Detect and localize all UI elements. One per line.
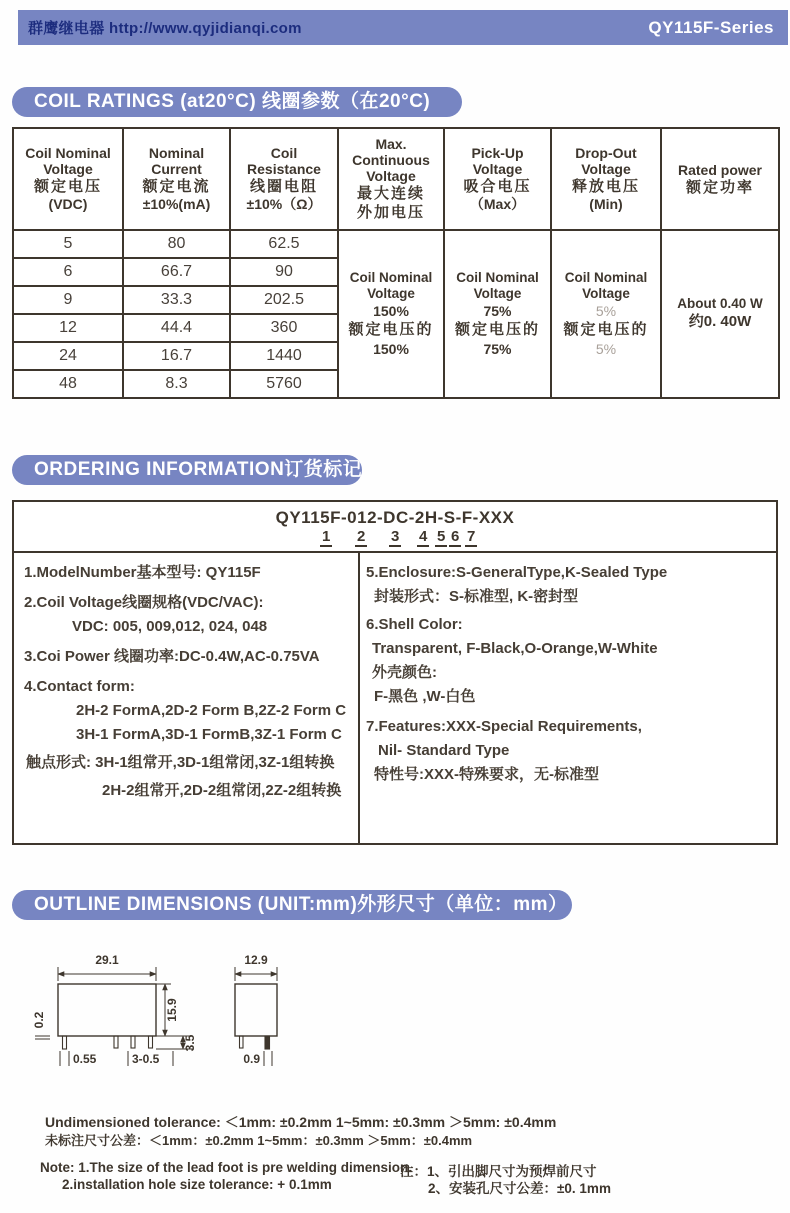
col-header-nominal-current: Nominal Current 额定电流 ±10%(mA) [123, 128, 230, 230]
top-header-bar [18, 10, 788, 45]
code-digit-5: 5 [437, 528, 446, 545]
dim-front-standoff-label: 0.2 [32, 1011, 46, 1029]
cell-dropout: Coil Nominal Voltage 5% 额定电压的 5% [551, 230, 661, 398]
cell-current: 80 [123, 230, 230, 258]
ordering-contact-form-line: 2H-2组常开,2D-2组常闭,2Z-2组转换 [102, 782, 342, 799]
note-cn-line2: 2、安装孔尺寸公差：±0. 1mm [428, 1181, 611, 1196]
table-header-row [13, 128, 779, 230]
dim-front-pin-width-label: 0.55 [73, 1052, 97, 1066]
relay-body-front [58, 984, 156, 1036]
ordering-code: QY115F-012-DC-2H-S-F-XXX [275, 508, 515, 527]
coil-ratings-table [12, 127, 780, 399]
series-label: QY115F-Series [648, 17, 774, 37]
brand-name: 群鹰继电器 [28, 20, 105, 37]
cell-resistance: 1440 [230, 342, 338, 370]
ordering-item-contact-form: 4.Contact form: [24, 678, 135, 695]
pin [63, 1036, 67, 1049]
brand-and-url [28, 17, 302, 38]
note-cn-line1: 注：1、引出脚尺寸为预焊前尺寸 [400, 1164, 597, 1179]
cell-resistance: 62.5 [230, 230, 338, 258]
cell-current: 8.3 [123, 370, 230, 398]
code-digit-4: 4 [419, 528, 428, 545]
ordering-left-column [14, 553, 360, 845]
dim-side-pin-width-label: 0.9 [243, 1052, 260, 1066]
col-header-max-continuous: Max. Continuous Voltage 最大连续 外加电压 [338, 128, 444, 230]
pin [131, 1036, 135, 1048]
cell-voltage: 9 [13, 286, 123, 314]
ordering-item-features: 7.Features:XXX-Special Requirements, [366, 718, 642, 735]
section-title-outline-dimensions: OUTLINE DIMENSIONS (UNIT:mm)外形尺寸（单位：mm） [12, 890, 572, 920]
relay-body-side [235, 984, 277, 1036]
ordering-item-model: 1.ModelNumber基本型号: QY115F [24, 564, 261, 581]
pin [149, 1036, 153, 1048]
cell-voltage: 48 [13, 370, 123, 398]
cell-current: 33.3 [123, 286, 230, 314]
dim-front-width-label: 29.1 [95, 953, 119, 967]
cell-resistance: 360 [230, 314, 338, 342]
col-header-pickup: Pick-Up Voltage 吸合电压 （Max） [444, 128, 551, 230]
pin [114, 1036, 118, 1048]
outline-dimension-drawings [25, 948, 345, 1088]
note-en-line1: Note: 1.The size of the lead foot is pre welding dimension. [40, 1160, 413, 1175]
cell-voltage: 6 [13, 258, 123, 286]
ordering-shell-color-cn: 外壳颜色: [372, 664, 437, 681]
code-digit-1: 1 [322, 528, 331, 545]
ordering-right-column [360, 553, 776, 845]
ordering-item-enclosure: 5.Enclosure:S-GeneralType,K-Sealed Type [366, 564, 668, 581]
ordering-shell-color-cn-options: F-黑色 ,W-白色 [374, 688, 476, 705]
table-row [13, 230, 779, 258]
ordering-shell-color-options: Transparent, F-Black,O-Orange,W-White [372, 640, 658, 657]
dim-front-height-label: 15.9 [165, 998, 179, 1022]
tolerance-line-en: Undimensioned tolerance: ＜1mm: ±0.2mm 1~5mm: ±0.3mm ＞5mm: ±0.4mm [45, 1114, 557, 1130]
dim-side-width-label: 12.9 [244, 953, 268, 967]
col-header-rated-power: Rated power 额定功率 [661, 128, 779, 230]
cell-current: 44.4 [123, 314, 230, 342]
ordering-information-box [12, 500, 778, 845]
cell-pickup: Coil Nominal Voltage 75% 额定电压的 75% [444, 230, 551, 398]
cell-resistance: 90 [230, 258, 338, 286]
dim-front-pin-spec-label: 3-0.5 [132, 1052, 160, 1066]
cell-resistance: 5760 [230, 370, 338, 398]
col-header-coil-resistance: Coil Resistance 线圈电阻 ±10%（Ω） [230, 128, 338, 230]
section-title-ordering-information: ORDERING INFORMATION订货标记 [12, 455, 362, 485]
brand-url: http://www.qyjidianqi.com [108, 20, 302, 37]
ordering-item-vdc-options: VDC: 005, 009,012, 024, 048 [72, 618, 268, 635]
ordering-contact-form-line: 2H-2 FormA,2D-2 Form B,2Z-2 Form C [76, 702, 347, 719]
code-digit-3: 3 [391, 528, 400, 545]
ordering-columns [14, 553, 776, 845]
code-digit-2: 2 [357, 528, 366, 545]
cell-resistance: 202.5 [230, 286, 338, 314]
cell-voltage: 5 [13, 230, 123, 258]
cell-voltage: 12 [13, 314, 123, 342]
cell-voltage: 24 [13, 342, 123, 370]
ordering-code-row [14, 502, 776, 553]
section-title-coil-ratings: COIL RATINGS (at20°C) 线圈参数（在20°C) [12, 87, 462, 117]
ordering-contact-form-line: 触点形式: 3H-1组常开,3D-1组常闭,3Z-1组转换 [26, 754, 335, 771]
col-header-dropout: Drop-Out Voltage 释放电压 (Min) [551, 128, 661, 230]
ordering-item-shell-color: 6.Shell Color: [366, 616, 463, 633]
tolerance-line-cn: 未标注尺寸公差：＜1mm：±0.2mm 1~5mm：±0.3mm ＞5mm：±0.4mm [45, 1133, 473, 1148]
cell-current: 16.7 [123, 342, 230, 370]
pin [240, 1036, 244, 1048]
ordering-contact-form-line: 3H-1 FormA,3D-1 FormB,3Z-1 Form C [76, 726, 342, 743]
cell-rated-power: About 0.40 W 约0. 40W [661, 230, 779, 398]
dim-front-pin-length-label: 3.5 [183, 1034, 197, 1052]
col-header-coil-voltage: Coil Nominal Voltage 额定电压 (VDC) [13, 128, 123, 230]
ordering-item-enclosure-cn: 封装形式：S-标准型, K-密封型 [374, 588, 579, 605]
ordering-features-cn: 特性号:XXX-特殊要求，无-标准型 [374, 766, 600, 783]
cell-current: 66.7 [123, 258, 230, 286]
ordering-item-coil-voltage: 2.Coil Voltage线圈规格(VDC/VAC): [24, 594, 264, 611]
ordering-features-nil: Nil- Standard Type [378, 742, 510, 759]
cell-max-continuous: Coil Nominal Voltage 150% 额定电压的 150% [338, 230, 444, 398]
code-digit-6: 6 [451, 528, 460, 545]
pin [265, 1036, 270, 1049]
note-en-line2: 2.installation hole size tolerance: + 0.1mm [62, 1177, 332, 1192]
ordering-item-coil-power: 3.Coi Power 线圈功率:DC-0.4W,AC-0.75VA [24, 648, 320, 665]
code-digit-7: 7 [467, 528, 476, 545]
